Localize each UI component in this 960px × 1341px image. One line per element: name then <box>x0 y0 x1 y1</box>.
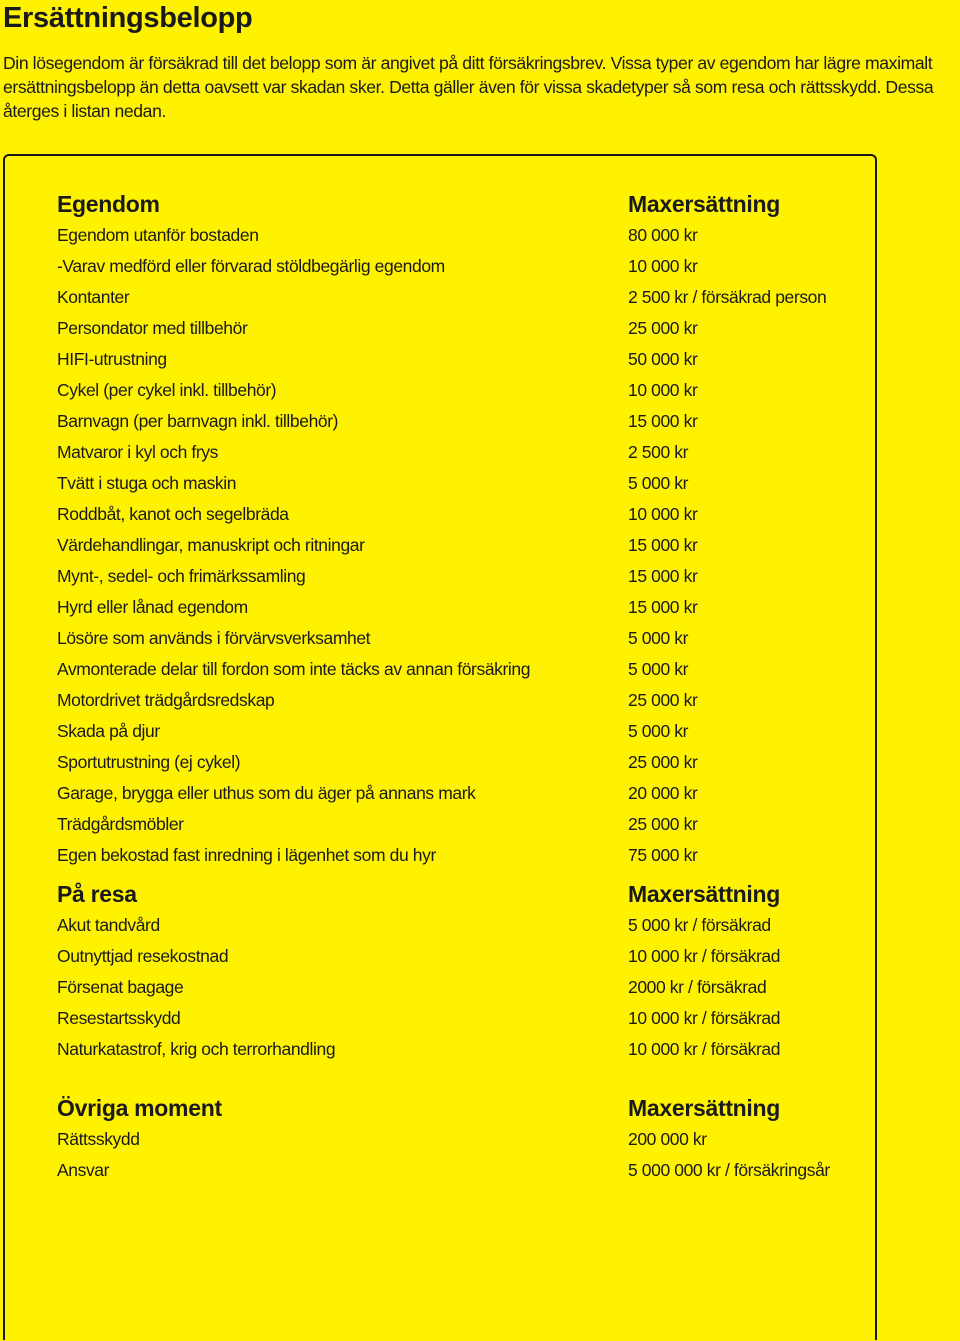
row-value: 10 000 kr / försäkrad <box>628 946 781 966</box>
row-value: 15 000 kr <box>628 566 698 586</box>
row-value: 10 000 kr <box>628 380 698 400</box>
row-value: 5 000 kr / försäkrad <box>628 915 771 935</box>
intro-text: Din lösegendom är försäkrad till det belopp som är angivet på ditt försäkringsbrev. Vissa typer av egendom har lägre maximalt ersättningsbelopp än detta oavsett var skadan sker. Detta gäller även för vissa skadetyper så som resa och rättsskydd. Dessa återges i listan nedan. <box>3 53 934 121</box>
row-label: Cykel (per cykel inkl. tillbehör) <box>57 380 277 400</box>
value-heading: Maxersättning <box>628 1094 781 1121</box>
row-label: Barnvagn (per barnvagn inkl. tillbehör) <box>57 411 339 431</box>
row-label: Kontanter <box>57 287 130 307</box>
table-row <box>57 778 887 809</box>
row-label: HIFI-utrustning <box>57 349 167 369</box>
table-row <box>57 685 887 716</box>
table-row <box>57 437 887 468</box>
row-label: Trädgårdsmöbler <box>57 814 184 834</box>
table-row <box>57 499 887 530</box>
table-row <box>57 623 887 654</box>
table-row <box>57 344 887 375</box>
row-label: Lösöre som används i förvärvsverksamhet <box>57 628 371 648</box>
table-row <box>57 468 887 499</box>
row-value: 15 000 kr <box>628 597 698 617</box>
table-row <box>57 910 887 941</box>
row-label: Outnyttjad resekostnad <box>57 946 229 966</box>
table-row <box>57 654 887 685</box>
row-value: 75 000 kr <box>628 845 698 865</box>
table-row <box>57 313 887 344</box>
table-row <box>57 530 887 561</box>
row-label: Mynt-, sedel- och frimärkssamling <box>57 566 306 586</box>
row-label: Egendom utanför bostaden <box>57 225 259 245</box>
row-value: 200 000 kr <box>628 1129 707 1149</box>
row-value: 5 000 kr <box>628 628 689 648</box>
row-value: 10 000 kr <box>628 256 698 276</box>
table-row <box>57 716 887 747</box>
row-value: 25 000 kr <box>628 814 698 834</box>
table-row <box>57 375 887 406</box>
row-label: Garage, brygga eller uthus som du äger på annans mark <box>57 783 476 803</box>
row-value: 10 000 kr <box>628 504 698 524</box>
row-value: 80 000 kr <box>628 225 698 245</box>
row-label: Resestartsskydd <box>57 1008 181 1028</box>
section-heading: På resa <box>57 880 137 907</box>
section-header <box>57 1092 887 1124</box>
table-row <box>57 1003 887 1034</box>
table-row <box>57 592 887 623</box>
row-label: -Varav medförd eller förvarad stöldbegärlig egendom <box>57 256 445 276</box>
table-row <box>57 747 887 778</box>
table-row <box>57 251 887 282</box>
row-value: 5 000 kr <box>628 473 689 493</box>
row-label: Skada på djur <box>57 721 160 741</box>
row-label: Akut tandvård <box>57 915 160 935</box>
row-label: Värdehandlingar, manuskript och ritningar <box>57 535 365 555</box>
row-label: Tvätt i stuga och maskin <box>57 473 237 493</box>
row-value: 2 500 kr / försäkrad person <box>628 287 827 307</box>
row-value: 15 000 kr <box>628 535 698 555</box>
row-label: Motordrivet trädgårdsredskap <box>57 690 275 710</box>
table-row <box>57 1155 887 1186</box>
row-label: Naturkatastrof, krig och terrorhandling <box>57 1039 336 1059</box>
row-value: 25 000 kr <box>628 752 698 772</box>
row-label: Roddbåt, kanot och segelbräda <box>57 504 289 524</box>
table-row <box>57 840 887 871</box>
section-header <box>57 878 887 910</box>
row-value: 50 000 kr <box>628 349 698 369</box>
row-value: 5 000 kr <box>628 721 689 741</box>
section-header <box>57 188 887 220</box>
row-label: Matvaror i kyl och frys <box>57 442 218 462</box>
page-title: Ersättningsbelopp <box>3 2 253 34</box>
row-value: 2000 kr / försäkrad <box>628 977 767 997</box>
row-label: Hyrd eller lånad egendom <box>57 597 248 617</box>
section-pa-resa <box>57 878 887 1065</box>
row-label: Persondator med tillbehör <box>57 318 248 338</box>
table-row <box>57 282 887 313</box>
row-value: 15 000 kr <box>628 411 698 431</box>
table-row <box>57 561 887 592</box>
table-row <box>57 220 887 251</box>
row-label: Egen bekostad fast inredning i lägenhet som du hyr <box>57 845 436 865</box>
section-egendom <box>57 188 887 871</box>
row-value: 25 000 kr <box>628 690 698 710</box>
row-value: 5 000 000 kr / försäkringsår <box>628 1160 830 1180</box>
row-label: Ansvar <box>57 1160 110 1180</box>
section-heading: Egendom <box>57 190 160 217</box>
table-row <box>57 1034 887 1065</box>
value-heading: Maxersättning <box>628 880 781 907</box>
row-value: 2 500 kr <box>628 442 689 462</box>
table-row <box>57 941 887 972</box>
table-row <box>57 1124 887 1155</box>
section-heading: Övriga moment <box>57 1094 222 1121</box>
table-row <box>57 406 887 437</box>
row-label: Rättsskydd <box>57 1129 140 1149</box>
row-value: 20 000 kr <box>628 783 698 803</box>
table-row <box>57 809 887 840</box>
row-value: 5 000 kr <box>628 659 689 679</box>
row-label: Försenat bagage <box>57 977 184 997</box>
row-label: Sportutrustning (ej cykel) <box>57 752 241 772</box>
row-value: 10 000 kr / försäkrad <box>628 1008 781 1028</box>
row-value: 25 000 kr <box>628 318 698 338</box>
value-heading: Maxersättning <box>628 190 781 217</box>
row-label: Avmonterade delar till fordon som inte täcks av annan försäkring <box>57 659 531 679</box>
section-ovriga-moment <box>57 1092 887 1186</box>
table-row <box>57 972 887 1003</box>
row-value: 10 000 kr / försäkrad <box>628 1039 781 1059</box>
